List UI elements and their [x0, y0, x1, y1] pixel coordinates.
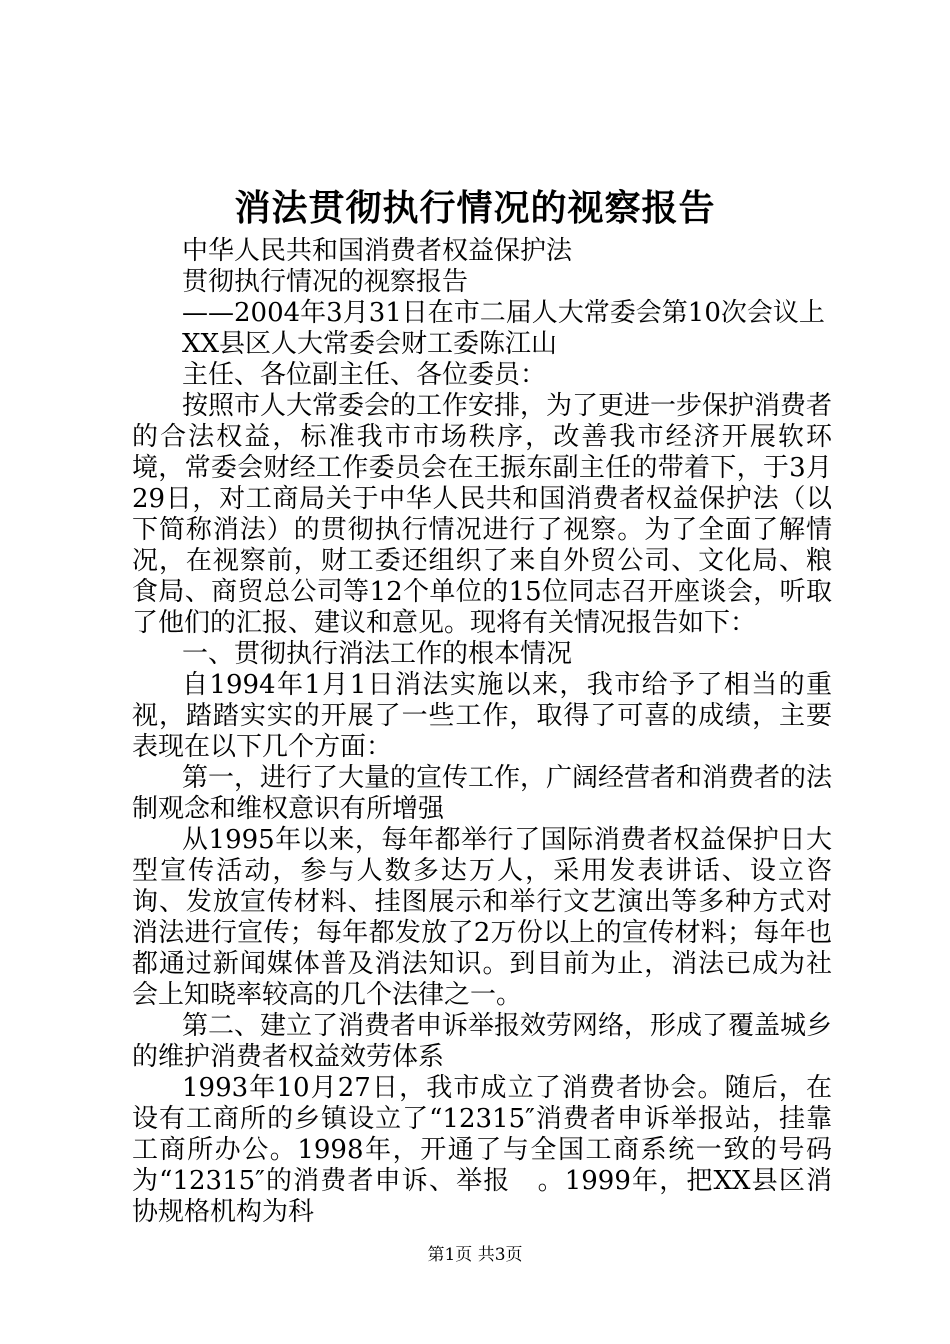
point-1-heading: 第一，进行了大量的宣传工作，广阔经营者和消费者的法制观念和维权意识有所增强	[132, 763, 833, 824]
section-1-paragraph: 自1994年1月1日消法实施以来，我市给予了相当的重视，踏踏实实的开展了一些工作，取得了可喜的成绩，主要表现在以下几个方面：	[132, 670, 832, 762]
document-body	[132, 236, 832, 1228]
reporter-line: XX县区人大常委会财工委陈江山	[182, 329, 558, 359]
page-footer: 第1页 共3页	[427, 1245, 523, 1265]
point-2-heading: 第二、建立了消费者申诉举报效劳网络，形成了覆盖城乡的维护消费者权益效劳体系	[132, 1011, 833, 1072]
meeting-line: ——2004年3月31日在市二届人大常委会第10次会议上	[182, 298, 825, 328]
document-title: 消法贯彻执行情况的视察报告	[234, 187, 716, 229]
salutation-line: 主任、各位副主任、各位委员：	[182, 360, 547, 390]
point-1-paragraph: 从1995年以来，每年都举行了国际消费者权益保护日大型宣传活动，参与人数多达万人，采用发表讲话、设立咨询、发放宣传材料、挂图展示和举行文艺演出等多种方式对消法进行宣传；每年都发放了2万份以上的宣传材料；每年也都通过新闻媒体普及消法知识。到目前为止，消法已成为社会上知晓率较高的几个法律之一。	[132, 825, 832, 1010]
report-subtitle-line: 贯彻执行情况的视察报告	[182, 267, 469, 297]
section-heading-1: 一、贯彻执行消法工作的根本情况	[182, 639, 573, 669]
intro-paragraph: 按照市人大常委会的工作安排，为了更进一步保护消费者的合法权益，标准我市市场秩序，改善我市经济开展软环境，常委会财经工作委员会在王振东副主任的带着下，于3月29日，对工商局关于中华人民共和国消费者权益保护法（以下简称消法）的贯彻执行情况进行了视察。为了全面了解情况，在视察前，财工委还组织了来自外贸公司、文化局、粮食局、商贸总公司等12个单位的15位同志召开座谈会，听取了他们的汇报、建议和意见。现将有关情况报告如下：	[132, 391, 833, 638]
law-name-line: 中华人民共和国消费者权益保护法	[182, 236, 573, 266]
point-2-paragraph: 1993年10月27日，我市成立了消费者协会。随后，在设有工商所的乡镇设立了“12315″消费者申诉举报站，挂靠工商所办公。1998年，开通了与全国工商系统一致的号码为“12315″的消费者申诉、举报 。1999年，把XX县区消协规格机构为科	[132, 1073, 832, 1227]
